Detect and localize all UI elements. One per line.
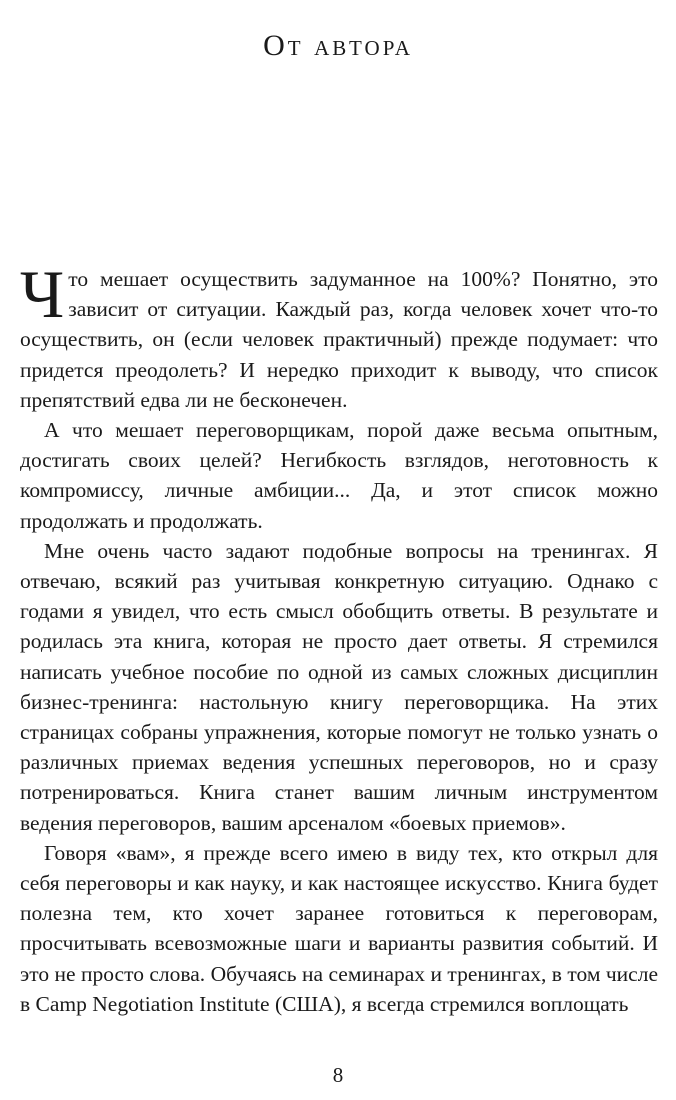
- paragraph-2: А что мешает переговорщикам, порой даже весьма опытным, достигать своих целей? Негибкость взглядов, неготовность к компромиссу, личные амбиции... Да, и этот список можно продолжать и продолжать.: [20, 418, 658, 533]
- body-text: [20, 256, 658, 1019]
- drop-cap: Ч: [20, 256, 65, 332]
- paragraph-3: Мне очень часто задают подобные вопросы на тренингах. Я отвечаю, всякий раз учитывая конкретную ситуацию. Однако с годами я увидел, что есть смысл обобщить ответы. В результате и родилась эта книга, которая не просто дает ответы. Я стремился написать учебное пособие по одной из самых сложных дисциплин бизнес-тренинга: настольную книгу переговорщика. На этих страницах собраны упражнения, которые помогут не только узнать о различных приемах ведения успешных переговоров, но и сразу потренироваться. Книга станет вашим личным инструментом ведения переговоров, вашим арсеналом «боевых приемов».: [20, 538, 658, 835]
- paragraph-1-text: то мешает осуществить задуманное на 100%? Понятно, это зависит от ситуации. Каждый раз, когда человек хочет что-то осуществить, он (если человек практичный) прежде подумает: что придется преодолеть? И нередко приходит к выводу, что список препятствий едва ли не бесконечен.: [20, 267, 658, 412]
- paragraph-1: [20, 256, 658, 415]
- chapter-title: От автора: [263, 29, 413, 63]
- page-number: 8: [332, 1063, 344, 1087]
- paragraph-4: Говоря «вам», я прежде всего имею в виду тех, кто открыл для себя переговоры и как науку, и как настоящее искусство. Книга будет полезна тем, кто хочет заранее готовиться к переговорам, просчитывать всевозможные шаги и варианты развития событий. И это не просто слова. Обучаясь на семинарах и тренингах, в том числе в Camp Negotiation Institute (США), я всегда стремился воплощать: [20, 840, 658, 1016]
